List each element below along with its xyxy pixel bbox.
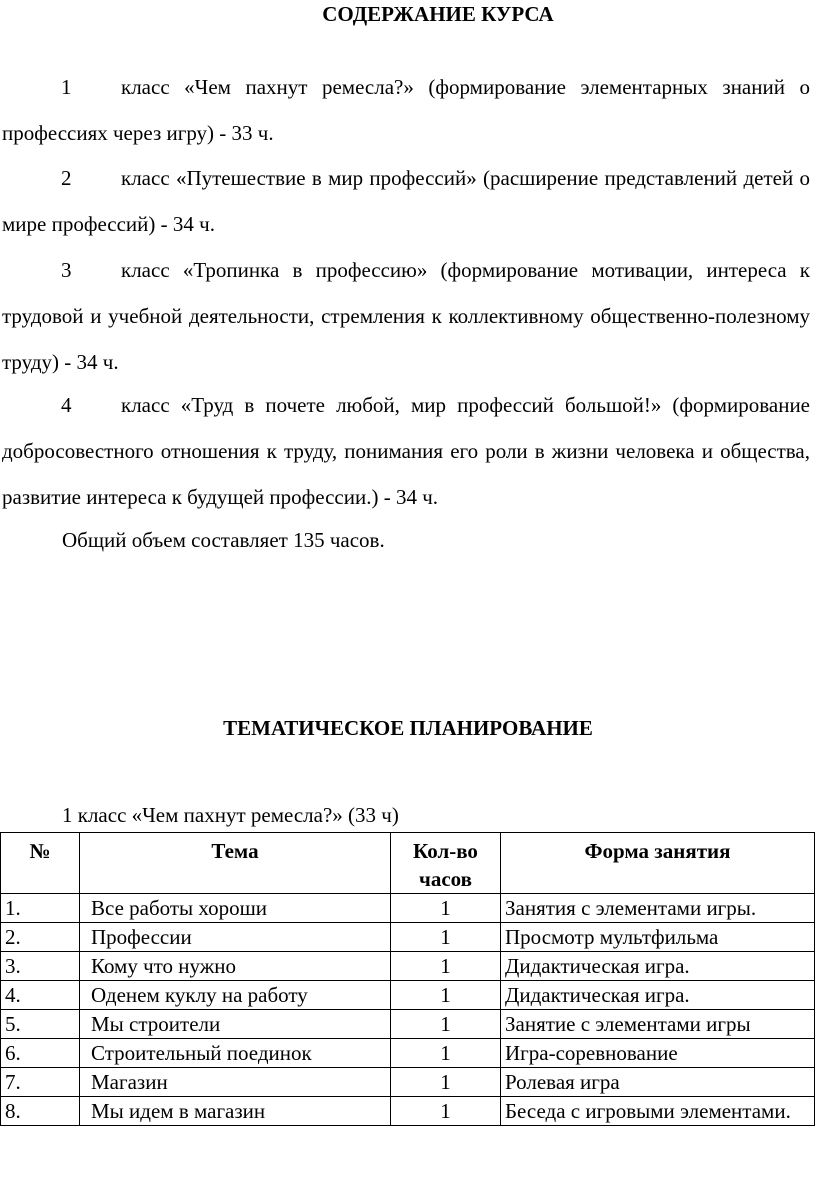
class-2-description: [2, 155, 810, 247]
row-topic: Строительный поединок: [80, 1039, 391, 1068]
row-form: Занятия с элементами игры.: [501, 894, 815, 923]
row-hours: 1: [391, 1068, 501, 1097]
class-number: 4: [61, 393, 72, 417]
row-hours: 1: [391, 952, 501, 981]
row-hours: 1: [391, 1097, 501, 1126]
row-hours: 1: [391, 1010, 501, 1039]
table-row: [1, 1010, 815, 1039]
row-form: Беседа с игровыми элементами.: [501, 1097, 815, 1126]
table-row: [1, 952, 815, 981]
class-1-description: [2, 64, 810, 156]
row-hours: 1: [391, 981, 501, 1010]
class-4-description: [2, 382, 810, 520]
thematic-planning-heading: ТЕМАТИЧЕСКОЕ ПЛАНИРОВАНИЕ: [223, 716, 593, 740]
header-form: Форма занятия: [501, 833, 815, 894]
row-topic: Магазин: [80, 1068, 391, 1097]
row-hours: 1: [391, 1039, 501, 1068]
row-topic: Оденем куклу на работу: [80, 981, 391, 1010]
class-text: класс «Тропинка в профессию» (формирование мотивации, интереса к трудовой и учебной деятельности, стремления к коллективному общественно-полезному труду) - 34 ч.: [2, 258, 810, 374]
table-row: [1, 1097, 815, 1126]
row-hours: 1: [391, 923, 501, 952]
total-hours-text: Общий объем составляет 135 часов.: [62, 528, 385, 552]
class-text: класс «Путешествие в мир профессий» (расширение представлений детей о мире профессий) - 34 ч.: [2, 166, 810, 236]
table-row: [1, 1068, 815, 1097]
row-form: Дидактическая игра.: [501, 952, 815, 981]
table-row: [1, 1039, 815, 1068]
class-number: 1: [61, 75, 72, 99]
row-number: 2.: [1, 923, 80, 952]
row-number: 8.: [1, 1097, 80, 1126]
row-number: 5.: [1, 1010, 80, 1039]
row-hours: 1: [391, 894, 501, 923]
row-form: Просмотр мультфильма: [501, 923, 815, 952]
header-number: №: [1, 833, 80, 894]
header-hours: Кол-во часов: [391, 833, 501, 894]
row-form: Ролевая игра: [501, 1068, 815, 1097]
row-topic: Все работы хороши: [80, 894, 391, 923]
row-form: Дидактическая игра.: [501, 981, 815, 1010]
row-topic: Мы идем в магазин: [80, 1097, 391, 1126]
table-caption: 1 класс «Чем пахнут ремесла?» (33 ч): [62, 803, 399, 827]
row-topic: Кому что нужно: [80, 952, 391, 981]
row-topic: Профессии: [80, 923, 391, 952]
course-content-heading: СОДЕРЖАНИЕ КУРСА: [322, 2, 554, 26]
header-topic: Тема: [80, 833, 391, 894]
class-text: класс «Труд в почете любой, мир профессий большой!» (формирование добросовестного отношения к труду, понимания его роли в жизни человека и общества, развитие интереса к будущей профессии.) - 34 ч.: [2, 393, 810, 509]
row-number: 6.: [1, 1039, 80, 1068]
table-row: [1, 894, 815, 923]
row-topic: Мы строители: [80, 1010, 391, 1039]
thematic-plan-table: [0, 832, 815, 1126]
row-form: Занятие с элементами игры: [501, 1010, 815, 1039]
row-number: 3.: [1, 952, 80, 981]
row-number: 4.: [1, 981, 80, 1010]
row-number: 1.: [1, 894, 80, 923]
table-header-row: [1, 833, 815, 894]
table-row: [1, 923, 815, 952]
row-form: Игра-соревнование: [501, 1039, 815, 1068]
class-number: 2: [61, 166, 72, 190]
class-text: класс «Чем пахнут ремесла?» (формирование элементарных знаний о профессиях через игру) - 33 ч.: [2, 75, 810, 145]
table-row: [1, 981, 815, 1010]
class-3-description: [2, 247, 810, 385]
class-number: 3: [61, 258, 72, 282]
row-number: 7.: [1, 1068, 80, 1097]
